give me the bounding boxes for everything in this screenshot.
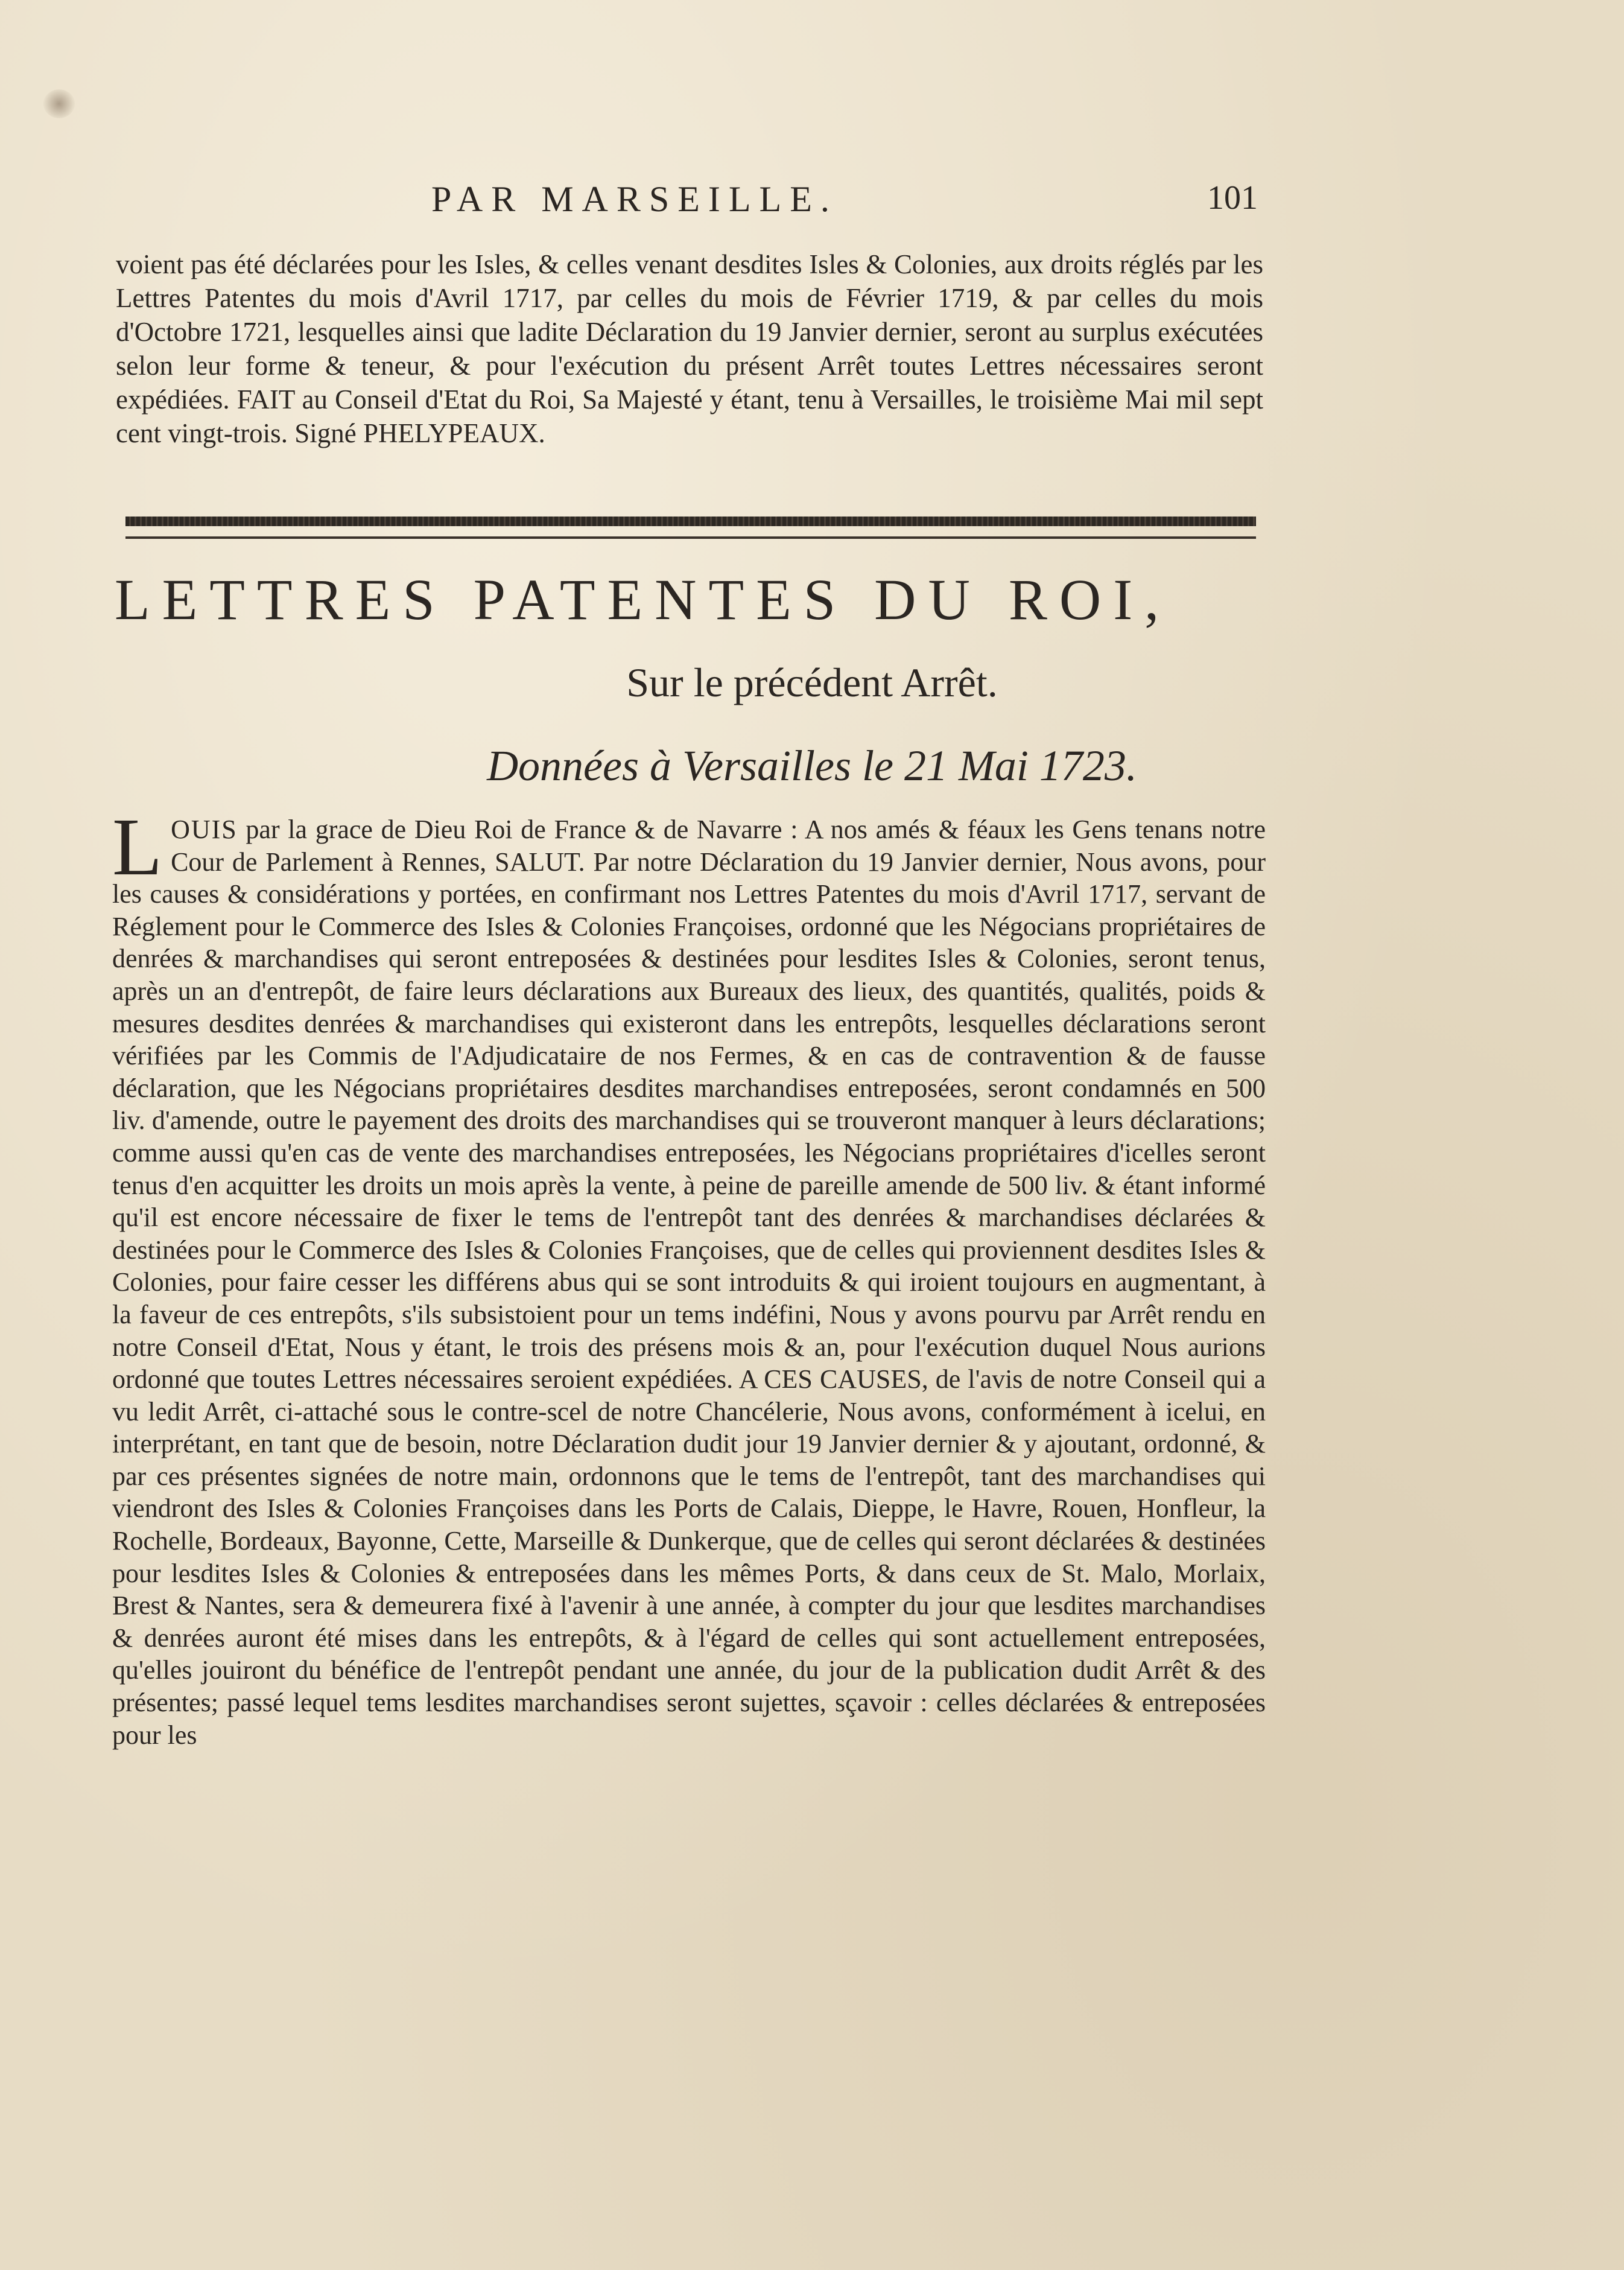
continuation-paragraph: voient pas été déclarées pour les Isles, & celles venant desdites Isles & Colonies, aux droits réglés par les Lettres Patentes du mois d'Avril 1717, par celles du mois de Février 1719, & par celles du mois d'Octobre 1721, lesquelles ainsi que ladite Déclaration du 19 Janvier dernier, seront au surplus exécutées selon leur forme & teneur, & pour l'exécution du présent Arrêt toutes Lettres nécessaires seront expédiées. FAIT au Conseil d'Etat du Roi, Sa Majesté y étant, tenu à Versailles, le troisième Mai mil sept cent vingt-trois. Signé PHELYPEAUX. — [116, 249, 1263, 448]
running-head — [118, 179, 1258, 233]
page-number: 101 — [1207, 179, 1258, 217]
ornamental-rule — [125, 517, 1256, 526]
section-divider-rule — [125, 536, 1256, 539]
running-head-title: PAR MARSEILLE. — [431, 179, 838, 219]
drop-cap: L — [112, 802, 163, 892]
section-subtitle: Sur le précédent Arrêt. — [626, 660, 998, 705]
section-dateline: Données à Versailles le 21 Mai 1723. — [487, 742, 1137, 790]
lead-word: OUIS — [171, 815, 238, 844]
body-paragraph — [112, 802, 1266, 1751]
paper-stain — [43, 89, 75, 118]
section-title: LETTRES PATENTES DU ROI, — [115, 567, 1172, 632]
body-text: par la grace de Dieu Roi de France & de Navarre : A nos amés & féaux les Gens tenans notre Cour de Parlement à Rennes, SALUT. Par notre Déclaration du 19 Janvier dernier, Nous avons, pour les causes & considérations y portées, en confirmant nos Lettres Patentes du mois d'Avril 1717, servant de Réglement pour le Commerce des Isles & Colonies Françoises, ordonné que les Négocians propriétaires de denrées & marchandises qui seront entreposées & destinées pour lesdites Isles & Colonies, seront tenus, après un an d'entrepôt, de faire leurs déclarations aux Bureaux des lieux, des quantités, qualités, poids & mesures desdites denrées & marchandises qui existeront dans les entrepôts, lesquelles déclarations seront vérifiées par les Commis de l'Adjudicataire de nos Fermes, & en cas de contravention & de fausse déclaration, que les Négocians propriétaires desdites marchandises entreposées, seront condamnés en 500 liv. d'amende, outre le payement des droits des marchandises qui se trouveront manquer à leurs déclarations; comme aussi qu'en cas de vente des marchandises entreposées, les Négocians propriétaires d'icelles seront tenus d'en acquitter les droits un mois après la vente, à peine de pareille amende de 500 liv. & étant informé qu'il est encore nécessaire de fixer le tems de l'entrepôt tant des denrées & marchandises déclarées & destinées pour le Commerce des Isles & Colonies Françoises, que de celles qui proviennent desdites Isles & Colonies, pour faire cesser les différens abus qui se sont introduits & qui iroient toujours en augmentant, à la faveur de ces entrepôts, s'ils subsistoient pour un tems indéfini, Nous y avons pourvu par Arrêt rendu en notre Conseil d'Etat, Nous y étant, le trois des présens mois & an, pour l'exécution duquel Nous aurions ordonné que toutes Lettres nécessaires seroient expédiées. A CES CAUSES, de l'avis de notre Conseil qui a vu ledit Arrêt, ci-attaché sous le contre-scel de notre Chancélerie, Nous avons, conformément à icelui, en interprétant, en tant que de besoin, notre Déclaration dudit jour 19 Janvier dernier & y ajoutant, ordonné, & par ces présentes signées de notre main, ordonnons que le tems de l'entrepôt, tant des marchandises qui viendront des Isles & Colonies Françoises dans les Ports de Calais, Dieppe, le Havre, Rouen, Honfleur, la Rochelle, Bordeaux, Bayonne, Cette, Marseille & Dunkerque, que de celles qui seront déclarées & destinées pour lesdites Isles & Colonies & entreposées dans les mêmes Ports, & dans ceux de St. Malo, Morlaix, Brest & Nantes, sera & demeurera fixé à l'avenir à une année, à compter du jour que lesdites marchandises & denrées auront été mises dans les entrepôts, & à l'égard de celles qui sont actuellement entreposées, qu'elles jouiront du bénéfice de l'entrepôt pendant une année, du jour de la publication dudit Arrêt & des présentes; passé lequel tems lesdites marchandises seront sujettes, sçavoir : celles déclarées & entreposées pour les — [112, 815, 1266, 1750]
